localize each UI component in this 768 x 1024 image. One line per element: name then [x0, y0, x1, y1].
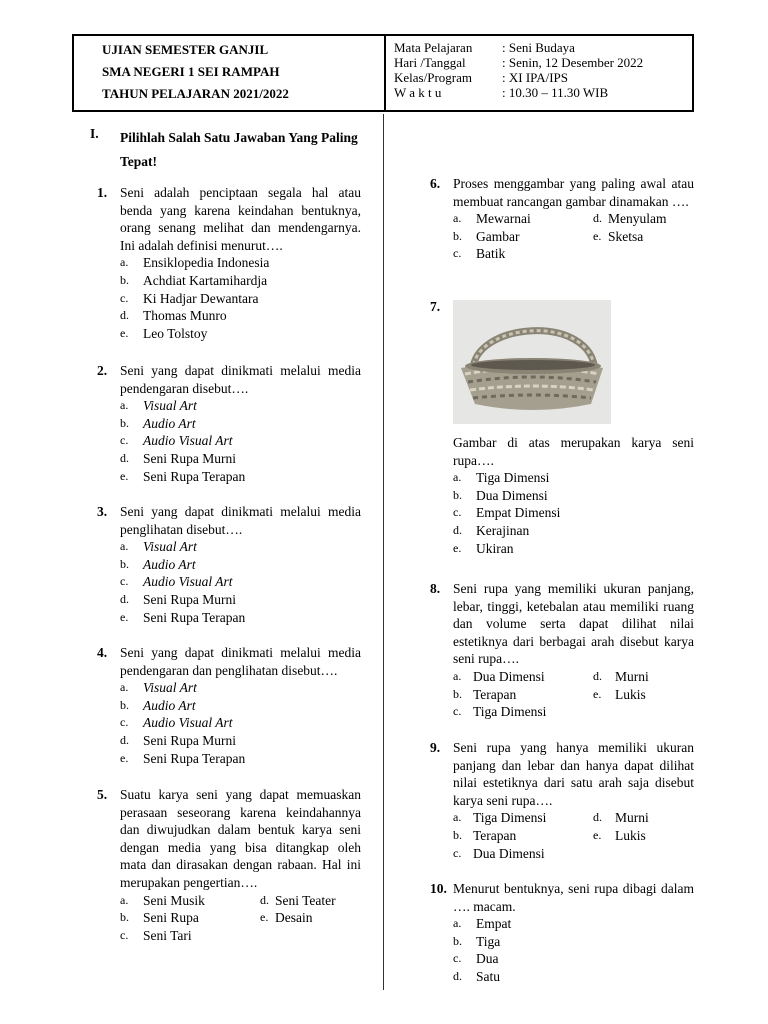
option-text: Leo Tolstoy — [143, 325, 208, 341]
question-number: 1. — [97, 185, 108, 200]
question-number: 8. — [430, 581, 441, 596]
question-stem: Seni rupa yang hanya memiliki ukuran panjang dan lebar dan hanya dapat dilihat nilai estetiknya dari satu arah saja disebut karya seni rupa…. — [453, 740, 694, 808]
question-number: 2. — [97, 363, 108, 378]
option-letter: e. — [120, 609, 129, 624]
question-stem: Seni rupa yang memiliki ukuran panjang, lebar, tinggi, ketebalan atau memiliki ruang dan volume serta dapat dilihat nilai estetiknya dari berbagai arah disebut karya seni rupa…. — [453, 581, 694, 667]
option-d[interactable] — [120, 591, 361, 609]
answer-options — [120, 892, 361, 945]
option-a[interactable] — [453, 210, 593, 228]
option-letter: d. — [120, 308, 129, 323]
option-b[interactable] — [120, 556, 361, 574]
option-c[interactable] — [453, 950, 694, 968]
option-text: Audio Visual Art — [143, 715, 233, 731]
option-b[interactable] — [120, 909, 260, 927]
option-d[interactable] — [120, 307, 361, 325]
answer-options — [453, 668, 694, 721]
option-d[interactable] — [593, 809, 703, 827]
option-letter: c. — [120, 290, 129, 305]
question-number: 10. — [430, 881, 447, 896]
option-c[interactable] — [453, 504, 694, 522]
detail-row-time — [394, 85, 692, 100]
option-c[interactable] — [120, 290, 361, 308]
option-text: Thomas Munro — [143, 308, 227, 324]
detail-value: : Seni Budaya — [502, 40, 575, 55]
option-text: Seni Rupa Terapan — [143, 609, 246, 625]
option-letter: c. — [453, 845, 462, 860]
option-text: Seni Teater — [275, 892, 336, 908]
option-d[interactable] — [120, 732, 361, 750]
detail-label: W a k t u — [394, 85, 442, 100]
question-stem: Seni yang dapat dinikmati melalui media pendengaran disebut…. — [120, 363, 361, 396]
option-text: Murni — [615, 810, 649, 826]
option-e[interactable] — [260, 909, 370, 927]
detail-value: : XI IPA/IPS — [502, 70, 568, 85]
option-d[interactable] — [120, 450, 361, 468]
option-b[interactable] — [453, 933, 694, 951]
option-e[interactable] — [593, 827, 703, 845]
option-letter: d. — [260, 892, 269, 907]
detail-value: : Senin, 12 Desember 2022 — [502, 55, 644, 70]
option-a[interactable] — [453, 809, 593, 827]
option-a[interactable] — [120, 892, 260, 910]
question-number: 6. — [430, 176, 441, 191]
option-letter: a. — [120, 255, 129, 270]
woven-basket-image — [453, 300, 611, 424]
option-letter: c. — [120, 433, 129, 448]
question-8 — [430, 580, 694, 721]
option-text: Achdiat Kartamihardja — [143, 272, 268, 288]
option-letter: d. — [593, 668, 602, 683]
option-letter: d. — [120, 591, 129, 606]
option-text: Tiga Dimensi — [473, 810, 547, 826]
question-number: 4. — [97, 645, 108, 660]
option-letter: c. — [453, 704, 462, 719]
option-letter: d. — [453, 968, 462, 983]
option-text: Murni — [615, 668, 649, 684]
question-stem: Seni yang dapat dinikmati melalui media pendengaran dan penglihatan disebut…. — [120, 645, 361, 678]
option-letter: d. — [120, 732, 129, 747]
option-e[interactable] — [593, 686, 703, 704]
option-text: Gambar — [476, 228, 520, 244]
option-letter: b. — [120, 910, 129, 925]
option-text: Kerajinan — [476, 522, 530, 538]
option-letter: e. — [453, 540, 462, 555]
option-text: Empat Dimensi — [476, 505, 561, 521]
question-10 — [430, 880, 694, 986]
option-text: Dua Dimensi — [473, 668, 545, 684]
question-number: 7. — [430, 299, 441, 314]
option-letter: b. — [453, 228, 462, 243]
option-letter: c. — [120, 574, 129, 589]
answer-options — [120, 538, 361, 626]
exam-title: UJIAN SEMESTER GANJIL — [102, 42, 269, 57]
option-letter: b. — [453, 487, 462, 502]
option-c[interactable] — [120, 573, 361, 591]
option-letter: d. — [120, 450, 129, 465]
option-c[interactable] — [120, 714, 361, 732]
option-letter: d. — [593, 211, 602, 226]
option-letter: b. — [453, 686, 462, 701]
detail-label: Hari /Tanggal — [394, 55, 466, 70]
option-a[interactable] — [453, 469, 694, 487]
question-2 — [97, 362, 361, 485]
option-e[interactable] — [120, 609, 361, 627]
option-text: Lukis — [615, 827, 646, 843]
option-c[interactable] — [453, 845, 593, 863]
option-text: Visual Art — [143, 680, 197, 696]
option-text: Empat — [476, 916, 512, 932]
answer-options — [453, 469, 694, 557]
option-letter: c. — [453, 246, 462, 261]
exam-header-school — [74, 36, 386, 110]
option-text: Satu — [476, 968, 501, 984]
option-text: Seni Rupa Terapan — [143, 750, 246, 766]
question-3 — [97, 503, 361, 626]
option-letter: a. — [120, 892, 129, 907]
answer-options — [453, 210, 694, 263]
option-text: Menyulam — [608, 211, 667, 227]
option-text: Dua Dimensi — [473, 845, 545, 861]
option-e[interactable] — [120, 750, 361, 768]
option-letter: e. — [120, 468, 129, 483]
option-text: Seni Tari — [143, 927, 192, 943]
option-b[interactable] — [120, 415, 361, 433]
option-text: Ukiran — [476, 540, 514, 556]
option-letter: c. — [120, 927, 129, 942]
option-letter: a. — [453, 211, 462, 226]
option-text: Dua Dimensi — [476, 487, 548, 503]
option-letter: a. — [453, 916, 462, 931]
option-c[interactable] — [453, 703, 593, 721]
option-letter: a. — [120, 398, 129, 413]
option-letter: e. — [120, 325, 129, 340]
question-number: 3. — [97, 504, 108, 519]
section-title: Pilihlah Salah Satu Jawaban Yang Paling Tepat! — [120, 130, 358, 169]
option-letter: d. — [453, 522, 462, 537]
option-text: Visual Art — [143, 398, 197, 414]
option-text: Batik — [476, 246, 506, 262]
option-b[interactable] — [453, 686, 593, 704]
question-stem: Menurut bentuknya, seni rupa dibagi dalam …. macam. — [453, 881, 694, 914]
option-text: Seni Rupa Murni — [143, 591, 236, 607]
question-stem: Gambar di atas merupakan karya seni rupa…. — [453, 435, 694, 468]
option-letter: b. — [120, 556, 129, 571]
option-b[interactable] — [453, 487, 694, 505]
detail-label: Mata Pelajaran — [394, 40, 473, 55]
option-a[interactable] — [120, 679, 361, 697]
option-letter: d. — [593, 810, 602, 825]
question-number: 5. — [97, 787, 108, 802]
section-number: I. — [90, 126, 99, 141]
academic-year: TAHUN PELAJARAN 2021/2022 — [102, 86, 289, 101]
option-text: Seni Musik — [143, 892, 205, 908]
option-d[interactable] — [453, 968, 694, 986]
option-text: Audio Visual Art — [143, 574, 233, 590]
option-a[interactable] — [120, 254, 361, 272]
answer-options — [120, 254, 361, 342]
answer-options — [453, 915, 694, 985]
detail-row-subject — [394, 40, 692, 55]
option-a[interactable] — [453, 668, 593, 686]
detail-value: : 10.30 – 11.30 WIB — [502, 85, 609, 100]
question-9 — [430, 739, 694, 862]
option-text: Desain — [275, 910, 313, 926]
option-text: Seni Rupa Murni — [143, 732, 236, 748]
option-text: Visual Art — [143, 539, 197, 555]
option-text: Tiga — [476, 933, 501, 949]
option-letter: b. — [120, 415, 129, 430]
option-text: Tiga Dimensi — [473, 704, 547, 720]
detail-label: Kelas/Program — [394, 70, 472, 85]
question-stem: Seni adalah penciptaan segala hal atau benda yang karena keindahan bentuknya, orang senang melihat dan mendengarnya. Ini adalah definisi menurut…. — [120, 185, 361, 253]
option-text: Seni Rupa Murni — [143, 450, 236, 466]
option-letter: e. — [593, 228, 602, 243]
option-b[interactable] — [120, 697, 361, 715]
option-text: Ensiklopedia Indonesia — [143, 255, 270, 271]
option-letter: e. — [260, 910, 269, 925]
question-1 — [97, 184, 361, 342]
option-b[interactable] — [453, 228, 593, 246]
option-a[interactable] — [453, 915, 694, 933]
option-text: Seni Rupa — [143, 910, 199, 926]
option-text: Audio Art — [143, 697, 196, 713]
option-text: Terapan — [473, 827, 517, 843]
option-letter: b. — [120, 272, 129, 287]
option-d[interactable] — [593, 668, 703, 686]
option-text: Dua — [476, 951, 499, 967]
answer-options — [120, 397, 361, 485]
option-letter: e. — [120, 750, 129, 765]
option-e[interactable] — [593, 228, 703, 246]
option-letter: a. — [120, 539, 129, 554]
school-name: SMA NEGERI 1 SEI RAMPAH — [102, 64, 280, 79]
option-c[interactable] — [120, 432, 361, 450]
answer-options — [453, 809, 694, 862]
question-stem: Seni yang dapat dinikmati melalui media penglihatan disebut…. — [120, 504, 361, 537]
option-text: Lukis — [615, 686, 646, 702]
option-letter: e. — [593, 827, 602, 842]
option-e[interactable] — [120, 325, 361, 343]
option-text: Mewarnai — [476, 211, 531, 227]
option-text: Ki Hadjar Dewantara — [143, 290, 259, 306]
question-stem: Suatu karya seni yang dapat memuaskan perasaan seseorang karena keindahannya dan diwujudkan dalam bentuk karya seni dengan media yang bisa ditangkap oleh mata dan dirasakan dengan rabaan. Hal ini merupakan pengertian…. — [120, 787, 361, 890]
option-letter: b. — [453, 827, 462, 842]
question-6 — [430, 175, 694, 263]
option-text: Audio Art — [143, 556, 196, 572]
option-text: Tiga Dimensi — [476, 470, 550, 486]
option-text: Audio Visual Art — [143, 433, 233, 449]
question-7 — [430, 298, 694, 557]
option-letter: a. — [120, 680, 129, 695]
option-c[interactable] — [453, 245, 593, 263]
option-b[interactable] — [120, 272, 361, 290]
option-text: Sketsa — [608, 228, 644, 244]
option-b[interactable] — [453, 827, 593, 845]
option-d[interactable] — [593, 210, 703, 228]
option-text: Seni Rupa Terapan — [143, 468, 246, 484]
detail-row-date — [394, 55, 692, 70]
option-a[interactable] — [120, 538, 361, 556]
option-letter: c. — [453, 505, 462, 520]
option-letter: b. — [120, 697, 129, 712]
question-stem: Proses menggambar yang paling awal atau membuat rancangan gambar dinamakan …. — [453, 176, 694, 209]
question-number: 9. — [430, 740, 441, 755]
option-letter: a. — [453, 810, 462, 825]
option-d[interactable] — [260, 892, 370, 910]
question-5 — [97, 786, 361, 944]
option-letter: a. — [453, 668, 462, 683]
option-e[interactable] — [120, 468, 361, 486]
option-d[interactable] — [453, 522, 694, 540]
detail-row-class — [394, 70, 692, 85]
option-text: Audio Art — [143, 415, 196, 431]
option-c[interactable] — [120, 927, 260, 945]
option-letter: c. — [453, 951, 462, 966]
exam-header-details — [386, 36, 692, 110]
option-letter: a. — [453, 470, 462, 485]
option-letter: b. — [453, 933, 462, 948]
option-letter: c. — [120, 715, 129, 730]
exam-header — [72, 34, 694, 112]
answer-options — [120, 679, 361, 767]
option-e[interactable] — [453, 540, 694, 558]
column-divider — [383, 114, 384, 990]
option-text: Terapan — [473, 686, 517, 702]
option-letter: e. — [593, 686, 602, 701]
question-4 — [97, 644, 361, 767]
option-a[interactable] — [120, 397, 361, 415]
